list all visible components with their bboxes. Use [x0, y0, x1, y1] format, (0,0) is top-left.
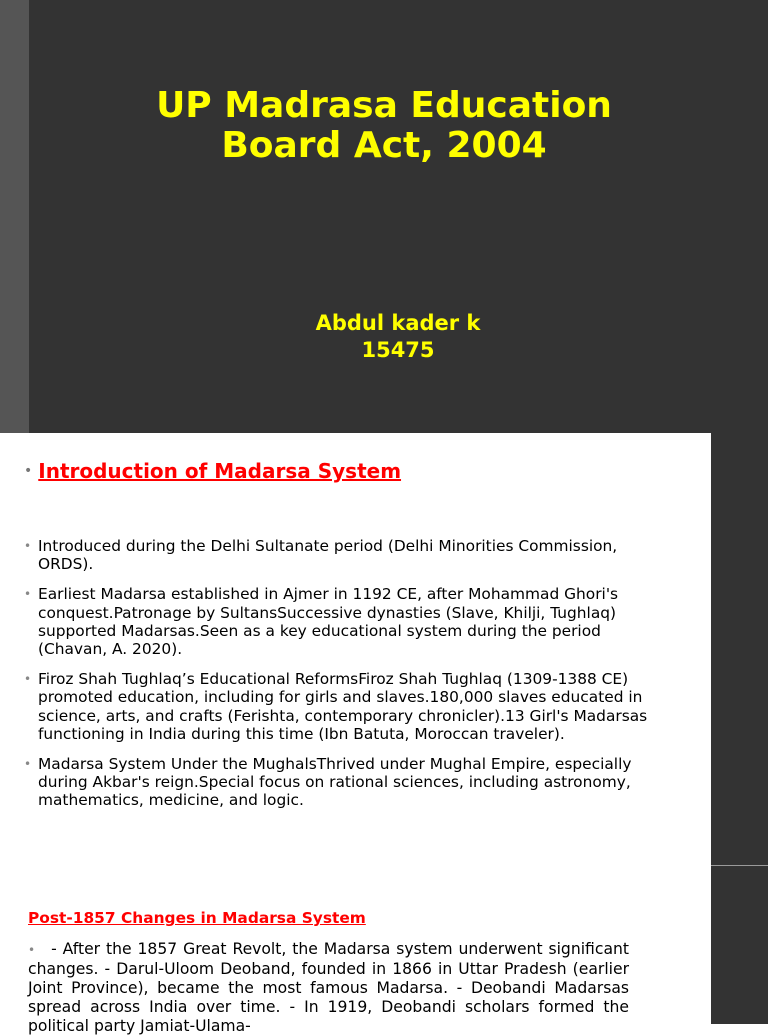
list-item-text: Earliest Madarsa established in Ajmer in 1192 CE, after Mohammad Ghori's conquest.Patronage by SultansSuccessive dynasties (Slave, Khilji, Tughlaq) supported Madarsas.Seen as a key educational system during the period (Chavan, A. 2020).: [38, 585, 619, 659]
slide-left-strip: [0, 0, 29, 433]
post-heading: Post-1857 Changes in Madarsa System: [28, 909, 366, 927]
heading-bullet: •: [24, 463, 33, 479]
intro-heading-text: Introduction of Madarsa System: [38, 459, 402, 483]
intro-slide: [0, 433, 711, 865]
title-slide: [0, 0, 768, 433]
list-item: [24, 585, 674, 658]
list-item: [24, 670, 674, 743]
right-dark-panel: [711, 433, 768, 865]
list-item: [24, 755, 674, 810]
list-item-text: Introduced during the Delhi Sultanate period (Delhi Minorities Commission, ORDS).: [38, 537, 618, 574]
title-line-2: Board Act, 2004: [221, 125, 547, 166]
right-dark-panel-lower: [711, 866, 768, 1024]
intro-heading: [24, 457, 684, 485]
author-id: 15475: [361, 338, 435, 362]
presentation-title: [60, 86, 708, 166]
intro-bullet-list: [24, 537, 674, 822]
bullet-dot: •: [24, 587, 32, 602]
bullet-dot: •: [24, 539, 32, 553]
list-item-text: Madarsa System Under the MughalsThrived under Mughal Empire, especially during Akbar's reign.Special focus on rational sciences, including astronomy, mathematics, medicine, and logic.: [38, 755, 632, 810]
author-block: [200, 310, 596, 364]
title-line-1: UP Madrasa Education: [156, 85, 612, 126]
post-1857-slide: [0, 866, 711, 1035]
bullet-dot: •: [24, 672, 32, 687]
post-body: [28, 940, 629, 1036]
list-item-text: Firoz Shah Tughlaq’s Educational ReformsFiroz Shah Tughlaq (1309-1388 CE) promoted education, including for girls and slaves.180,000 slaves educated in science, arts, and crafts (Ferishta, contemporary chronicler).13 Girl's Madarsas functioning in India during this time (Ibn Batuta, Moroccan traveler).: [38, 670, 648, 743]
list-item: [24, 537, 674, 573]
bullet-dot: •: [28, 943, 36, 957]
author-name: Abdul kader k: [315, 311, 481, 335]
post-body-text: - After the 1857 Great Revolt, the Madarsa system underwent significant changes. - Darul-Uloom Deoband, founded in 1866 in Uttar Pradesh (earlier Joint Province), became the most famous Madarsa. - Deobandi Madarsas spread across India over time. - In 1919, Deobandi scholars formed the political party Jamiat-Ulama-: [28, 940, 629, 1035]
bullet-dot: •: [24, 757, 32, 772]
